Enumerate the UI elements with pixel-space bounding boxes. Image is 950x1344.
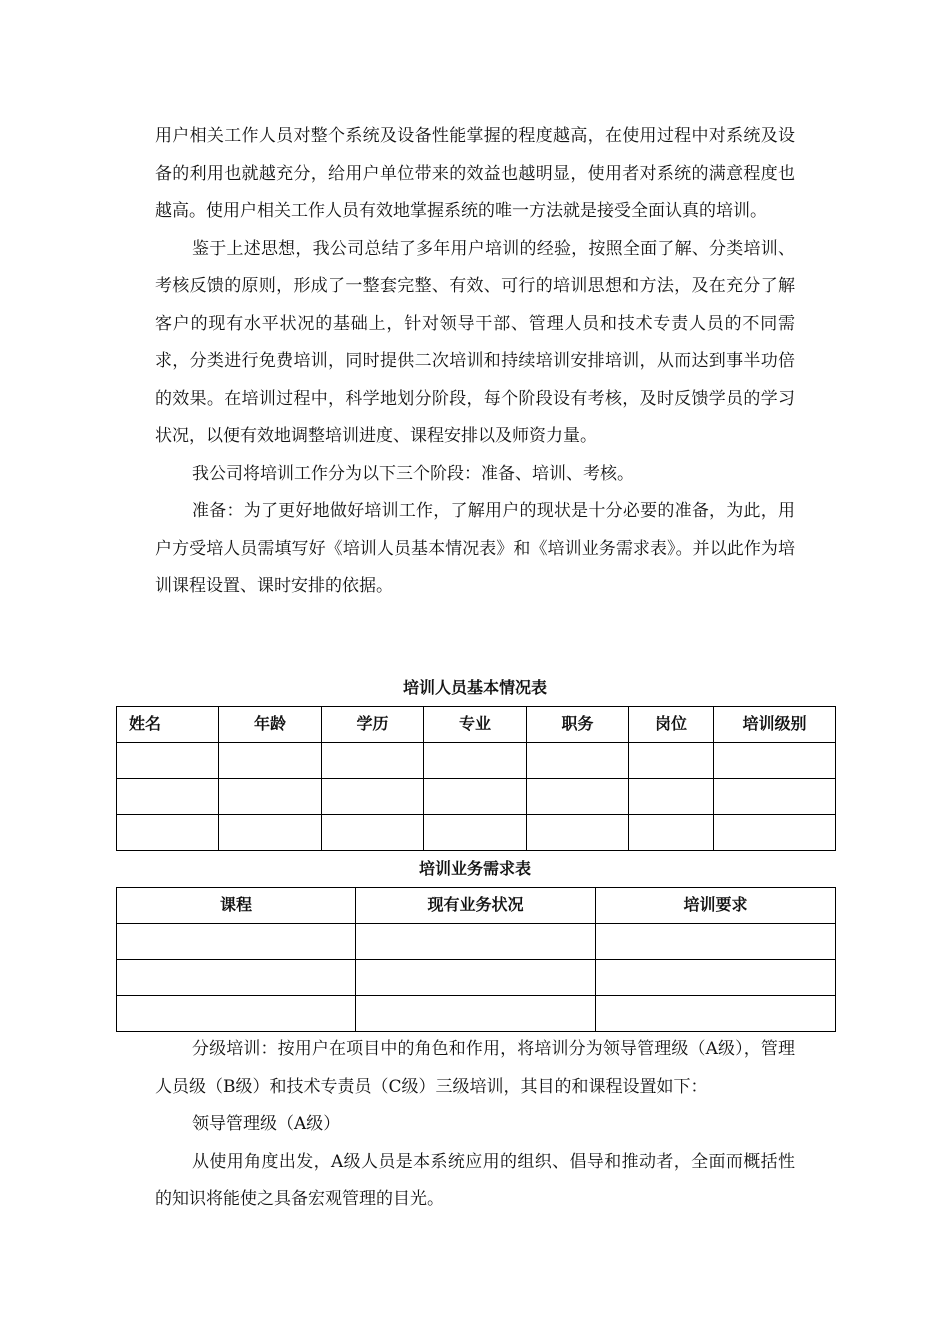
table-cell[interactable] <box>714 743 836 779</box>
table-row <box>117 924 836 960</box>
col-header-name: 姓名 <box>117 707 219 743</box>
body-text-bottom <box>155 1031 795 1219</box>
paragraph-training-stages: 我公司将培训工作分为以下三个阶段：准备、培训、考核。 <box>192 463 634 484</box>
table-cell[interactable] <box>356 996 596 1032</box>
table-cell[interactable] <box>714 779 836 815</box>
table-cell[interactable] <box>117 815 219 851</box>
table-cell[interactable] <box>424 743 527 779</box>
col-header-education: 学历 <box>322 707 424 743</box>
table-cell[interactable] <box>527 743 629 779</box>
table-cell[interactable] <box>356 924 596 960</box>
table-cell[interactable] <box>596 996 836 1032</box>
table-cell[interactable] <box>424 815 527 851</box>
table-cell[interactable] <box>117 996 356 1032</box>
col-header-current-status: 现有业务状况 <box>356 888 596 924</box>
table-row <box>117 960 836 996</box>
col-header-training-requirement: 培训要求 <box>596 888 836 924</box>
col-header-age: 年龄 <box>219 707 322 743</box>
table-cell[interactable] <box>596 924 836 960</box>
table-cell[interactable] <box>117 779 219 815</box>
table-header-row <box>117 707 836 743</box>
table-cell[interactable] <box>596 960 836 996</box>
table-cell[interactable] <box>322 815 424 851</box>
col-header-post: 岗位 <box>629 707 714 743</box>
trainee-info-table <box>116 706 836 851</box>
col-header-major: 专业 <box>424 707 527 743</box>
table-cell[interactable] <box>629 815 714 851</box>
table-cell[interactable] <box>117 960 356 996</box>
paragraph-tiered-training: 分级培训：按用户在项目中的角色和作用，将培训分为领导管理级（A级），管理人员级（B级）和技术专责员（C级）三级培训，其目的和课程设置如下： <box>155 1039 795 1097</box>
table-header-row <box>117 888 836 924</box>
table-row <box>117 779 836 815</box>
table-cell[interactable] <box>219 779 322 815</box>
training-needs-table <box>116 887 836 1032</box>
table-row <box>117 743 836 779</box>
table-cell[interactable] <box>527 815 629 851</box>
table-cell[interactable] <box>527 779 629 815</box>
table-cell[interactable] <box>117 924 356 960</box>
table-cell[interactable] <box>629 743 714 779</box>
col-header-training-level: 培训级别 <box>714 707 836 743</box>
table1-title: 培训人员基本情况表 <box>402 678 547 697</box>
paragraph-level-a-description: 从使用角度出发，A级人员是本系统应用的组织、倡导和推动者，全面而概括性的知识将能使之具备宏观管理的目光。 <box>155 1151 795 1209</box>
col-header-position: 职务 <box>527 707 629 743</box>
table-cell[interactable] <box>219 743 322 779</box>
table-cell[interactable] <box>356 960 596 996</box>
table-cell[interactable] <box>117 743 219 779</box>
table-cell[interactable] <box>219 815 322 851</box>
table-cell[interactable] <box>322 743 424 779</box>
body-text-top <box>155 118 795 606</box>
paragraph-level-a-heading: 领导管理级（A级） <box>192 1114 341 1134</box>
paragraph-training-approach: 鉴于上述思想，我公司总结了多年用户培训的经验，按照全面了解、分类培训、考核反馈的原则，形成了一整套完整、有效、可行的培训思想和方法，及在充分了解客户的现有水平状况的基础上，针对领导干部、管理人员和技术专责人员的不同需求，分类进行免费培训，同时提供二次培训和持续培训安排培训，从而达到事半功倍的效果。在培训过程中，科学地划分阶段，每个阶段设有考核，及时反馈学员的学习状况，以便有效地调整培训进度、课程安排以及师资力量。 <box>155 238 795 446</box>
table-cell[interactable] <box>424 779 527 815</box>
paragraph-training-importance: 用户相关工作人员对整个系统及设备性能掌握的程度越高，在使用过程中对系统及设备的利用也就越充分，给用户单位带来的效益也越明显，使用者对系统的满意程度也越高。使用户相关工作人员有效地掌握系统的唯一方法就是接受全面认真的培训。 <box>155 126 795 221</box>
table-cell[interactable] <box>629 779 714 815</box>
col-header-course: 课程 <box>117 888 356 924</box>
table-cell[interactable] <box>714 815 836 851</box>
table-row <box>117 815 836 851</box>
paragraph-preparation: 准备：为了更好地做好培训工作，了解用户的现状是十分必要的准备，为此，用户方受培人员需填写好《培训人员基本情况表》和《培训业务需求表》。并以此作为培训课程设置、课时安排的依据。 <box>155 501 795 596</box>
table-row <box>117 996 836 1032</box>
table2-title: 培训业务需求表 <box>418 859 531 878</box>
table-cell[interactable] <box>322 779 424 815</box>
